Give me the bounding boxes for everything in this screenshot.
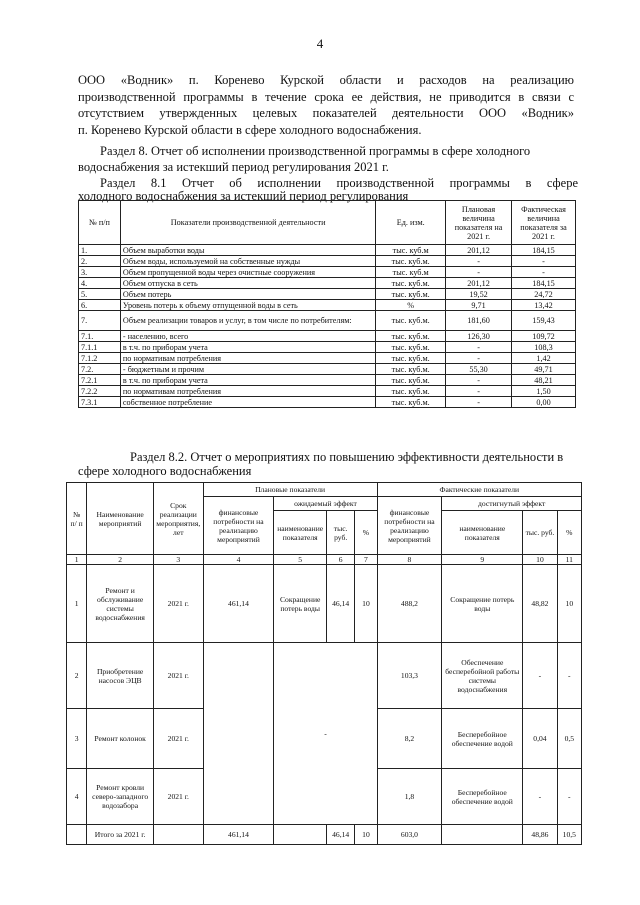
row-name: Уровень потерь к объему отпущенной воды в сеть bbox=[120, 300, 375, 311]
row-unit: тыс. куб.м. bbox=[376, 331, 446, 342]
th2-fact-rub: тыс. руб. bbox=[523, 511, 557, 555]
row-num: 2. bbox=[79, 256, 121, 267]
row-name: - населению, всего bbox=[120, 331, 375, 342]
row-planned: - bbox=[446, 375, 512, 386]
th-unit: Ед. изм. bbox=[376, 201, 446, 245]
measure-num: 3 bbox=[67, 709, 87, 769]
row-unit: % bbox=[376, 300, 446, 311]
row-actual: 1,50 bbox=[512, 386, 576, 397]
row-actual: - bbox=[512, 256, 576, 267]
measure-fact-rub: - bbox=[523, 769, 557, 825]
intro-line: п. Коренево Курской области в сфере холодного водоснабжения. bbox=[78, 122, 422, 137]
intro-line: производственной программы в течение срока ее действия, не приводится в связи с bbox=[78, 89, 574, 104]
measure-fact-ind: Сокращение потерь воды bbox=[442, 565, 523, 643]
row-name: собственное потребление bbox=[120, 397, 375, 408]
measure-fact-fin: 488,2 bbox=[377, 565, 442, 643]
row-num: 7.2.1 bbox=[79, 375, 121, 386]
indicator-row bbox=[79, 331, 576, 342]
measure-plan-pct: 10 bbox=[355, 565, 377, 643]
col-number: 9 bbox=[442, 555, 523, 565]
merged-plan-fin-empty bbox=[203, 643, 274, 825]
measure-fact-ind: Обеспечение бесперебойной работы системы водоснабжения bbox=[442, 643, 523, 709]
indicator-row bbox=[79, 353, 576, 364]
total-plan-pct: 10 bbox=[355, 825, 377, 845]
measure-row bbox=[67, 643, 582, 709]
row-actual: 13,42 bbox=[512, 300, 576, 311]
measure-fact-rub: 48,82 bbox=[523, 565, 557, 643]
intro-line: ООО «Водник» п. Коренево Курской области и расходов на реализацию bbox=[78, 73, 574, 87]
measure-num: 1 bbox=[67, 565, 87, 643]
th2-plan-fin: финансовые потребности на реализацию мероприятий bbox=[203, 497, 274, 555]
measure-fact-fin: 103,3 bbox=[377, 643, 442, 709]
measure-term: 2021 г. bbox=[154, 709, 204, 769]
row-planned: 126,30 bbox=[446, 331, 512, 342]
measure-fact-pct: 10 bbox=[557, 565, 581, 643]
row-planned: 55,30 bbox=[446, 364, 512, 375]
th-actual: Фактическая величина показателя за 2021 г. bbox=[512, 201, 576, 245]
th2-term: Срок реализации мероприятия, лет bbox=[154, 483, 204, 555]
row-name: по нормативам потребления bbox=[120, 386, 375, 397]
indicator-row bbox=[79, 364, 576, 375]
col-number: 8 bbox=[377, 555, 442, 565]
row-planned: - bbox=[446, 397, 512, 408]
row-planned: - bbox=[446, 256, 512, 267]
row-actual: 108,3 bbox=[512, 342, 576, 353]
production-table-body bbox=[79, 245, 576, 408]
th2-fact-fin: финансовые потребности на реализацию мероприятий bbox=[377, 497, 442, 555]
row-num: 7.2. bbox=[79, 364, 121, 375]
indicator-row bbox=[79, 300, 576, 311]
row-planned: 9,71 bbox=[446, 300, 512, 311]
row-num: 3. bbox=[79, 267, 121, 278]
measure-fact-pct: - bbox=[557, 643, 581, 709]
th2-num: № п/ п bbox=[67, 483, 87, 555]
section-82-heading bbox=[78, 450, 578, 478]
total-label: Итого за 2021 г. bbox=[87, 825, 154, 845]
row-planned: 19,52 bbox=[446, 289, 512, 300]
total-fact-ind-empty bbox=[442, 825, 523, 845]
col-number: 5 bbox=[274, 555, 327, 565]
th-indicator: Показатели производственной деятельности bbox=[120, 201, 375, 245]
row-unit: тыс. куб.м. bbox=[376, 311, 446, 331]
row-name: в т.ч. по приборам учета bbox=[120, 375, 375, 386]
section-82-line1: Раздел 8.2. Отчет о мероприятиях по повышению эффективности деятельности в bbox=[130, 450, 564, 464]
row-planned: 201,12 bbox=[446, 278, 512, 289]
row-unit: тыс. куб.м bbox=[376, 267, 446, 278]
th2-plan-ind: наименование показателя bbox=[274, 511, 327, 555]
row-actual: 0,00 bbox=[512, 397, 576, 408]
th2-actual-group: Фактические показатели bbox=[377, 483, 581, 497]
total-plan-fin: 461,14 bbox=[203, 825, 274, 845]
row-planned: - bbox=[446, 386, 512, 397]
row-unit: тыс. куб.м. bbox=[376, 342, 446, 353]
indicator-row bbox=[79, 267, 576, 278]
row-num: 7.1.2 bbox=[79, 353, 121, 364]
merged-plan-dash: - bbox=[274, 643, 377, 825]
row-name: Объем отпуска в сеть bbox=[120, 278, 375, 289]
indicator-row bbox=[79, 375, 576, 386]
row-name: Объем пропущенной воды через очистные сооружения bbox=[120, 267, 375, 278]
row-planned: - bbox=[446, 353, 512, 364]
th2-planned-group: Плановые показатели bbox=[203, 483, 377, 497]
section-8-line2: водоснабжения за истекший период регулирования 2021 г. bbox=[78, 160, 389, 174]
section-8-line1: Раздел 8. Отчет об исполнении производственной программы в сфере холодного bbox=[100, 144, 531, 158]
row-unit: тыс. куб.м. bbox=[376, 375, 446, 386]
row-unit: тыс. куб.м. bbox=[376, 397, 446, 408]
row-planned: - bbox=[446, 267, 512, 278]
row-num: 4. bbox=[79, 278, 121, 289]
column-numbers-row bbox=[67, 555, 582, 565]
measure-plan-ind: Сокращение потерь воды bbox=[274, 565, 327, 643]
row-unit: тыс. куб.м bbox=[376, 245, 446, 256]
measure-fact-ind: Бесперебойное обеспечение водой bbox=[442, 709, 523, 769]
row-actual: 1,42 bbox=[512, 353, 576, 364]
measure-fact-rub: 0,04 bbox=[523, 709, 557, 769]
row-name: по нормативам потребления bbox=[120, 353, 375, 364]
measure-fact-fin: 1,8 bbox=[377, 769, 442, 825]
indicator-row bbox=[79, 289, 576, 300]
total-fact-fin: 603,0 bbox=[377, 825, 442, 845]
production-indicators-table bbox=[78, 200, 576, 408]
col-number: 3 bbox=[154, 555, 204, 565]
measure-term: 2021 г. bbox=[154, 565, 204, 643]
th2-achieved-effect: достигнутый эффект bbox=[442, 497, 582, 511]
indicator-row bbox=[79, 386, 576, 397]
row-actual: 184,15 bbox=[512, 245, 576, 256]
measure-fact-ind: Бесперебойное обеспечение водой bbox=[442, 769, 523, 825]
row-unit: тыс. куб.м. bbox=[376, 353, 446, 364]
col-number: 1 bbox=[67, 555, 87, 565]
total-plan-rub: 46,14 bbox=[326, 825, 354, 845]
col-number: 6 bbox=[326, 555, 354, 565]
th-planned: Плановая величина показателя на 2021 г. bbox=[446, 201, 512, 245]
row-unit: тыс. куб.м. bbox=[376, 289, 446, 300]
measure-plan-rub: 46,14 bbox=[326, 565, 354, 643]
row-name: в т.ч. по приборам учета bbox=[120, 342, 375, 353]
section-81-line1: Раздел 8.1 Отчет об исполнении производственной программы в сфере bbox=[100, 176, 578, 190]
measure-row bbox=[67, 565, 582, 643]
total-fact-rub: 48,86 bbox=[523, 825, 557, 845]
indicator-row bbox=[79, 342, 576, 353]
total-term-empty bbox=[154, 825, 204, 845]
th2-expected-effect: ожидаемый эффект bbox=[274, 497, 377, 511]
col-number: 2 bbox=[87, 555, 154, 565]
col-number: 10 bbox=[523, 555, 557, 565]
th2-plan-rub: тыс. руб. bbox=[326, 511, 354, 555]
row-num: 7.3.1 bbox=[79, 397, 121, 408]
measure-name: Ремонт и обслуживание системы водоснабжения bbox=[87, 565, 154, 643]
measure-fact-pct: - bbox=[557, 769, 581, 825]
total-empty bbox=[67, 825, 87, 845]
measure-name: Приобретение насосов ЭЦВ bbox=[87, 643, 154, 709]
th-num: № п/п bbox=[79, 201, 121, 245]
row-unit: тыс. куб.м. bbox=[376, 364, 446, 375]
row-actual: 49,71 bbox=[512, 364, 576, 375]
row-name: Объем потерь bbox=[120, 289, 375, 300]
efficiency-measures-table bbox=[66, 482, 582, 845]
total-plan-ind-empty bbox=[274, 825, 327, 845]
indicator-row bbox=[79, 397, 576, 408]
measure-fact-rub: - bbox=[523, 643, 557, 709]
row-actual: 109,72 bbox=[512, 331, 576, 342]
measure-num: 4 bbox=[67, 769, 87, 825]
indicator-row bbox=[79, 245, 576, 256]
row-num: 6. bbox=[79, 300, 121, 311]
row-num: 7.2.2 bbox=[79, 386, 121, 397]
th2-fact-pct: % bbox=[557, 511, 581, 555]
measure-plan-fin: 461,14 bbox=[203, 565, 274, 643]
measure-fact-pct: 0,5 bbox=[557, 709, 581, 769]
row-actual: 48,21 bbox=[512, 375, 576, 386]
measure-fact-fin: 8,2 bbox=[377, 709, 442, 769]
row-num: 5. bbox=[79, 289, 121, 300]
row-actual: 24,72 bbox=[512, 289, 576, 300]
measure-term: 2021 г. bbox=[154, 769, 204, 825]
section-81-line2: холодного водоснабжения за истекший период регулирования bbox=[78, 189, 409, 203]
row-name: Объем реализации товаров и услуг, в том числе по потребителям: bbox=[120, 311, 375, 331]
col-number: 11 bbox=[557, 555, 581, 565]
row-name: - бюджетным и прочим bbox=[120, 364, 375, 375]
section-8-heading bbox=[78, 143, 578, 175]
row-num: 7.1.1 bbox=[79, 342, 121, 353]
row-planned: - bbox=[446, 342, 512, 353]
row-num: 7.1. bbox=[79, 331, 121, 342]
row-name: Объем выработки воды bbox=[120, 245, 375, 256]
indicator-row bbox=[79, 311, 576, 331]
row-unit: тыс. куб.м. bbox=[376, 256, 446, 267]
col-number: 4 bbox=[203, 555, 274, 565]
row-unit: тыс. куб.м. bbox=[376, 386, 446, 397]
measure-name: Ремонт колонок bbox=[87, 709, 154, 769]
row-planned: 181,60 bbox=[446, 311, 512, 331]
row-num: 1. bbox=[79, 245, 121, 256]
section-82-line2: сфере холодного водоснабжения bbox=[78, 464, 252, 478]
measure-name: Ремонт кровли северо-западного водозабора bbox=[87, 769, 154, 825]
indicator-row bbox=[79, 278, 576, 289]
th2-plan-pct: % bbox=[355, 511, 377, 555]
total-fact-pct: 10,5 bbox=[557, 825, 581, 845]
row-actual: 159,43 bbox=[512, 311, 576, 331]
row-num: 7. bbox=[79, 311, 121, 331]
th2-fact-ind: наименование показателя bbox=[442, 511, 523, 555]
th2-name: Наименование мероприятий bbox=[87, 483, 154, 555]
row-planned: 201,12 bbox=[446, 245, 512, 256]
measure-num: 2 bbox=[67, 643, 87, 709]
row-unit: тыс. куб.м. bbox=[376, 278, 446, 289]
page-number: 4 bbox=[316, 36, 324, 51]
total-row bbox=[67, 825, 582, 845]
row-name: Объем воды, используемой на собственные нужды bbox=[120, 256, 375, 267]
measure-term: 2021 г. bbox=[154, 643, 204, 709]
col-number: 7 bbox=[355, 555, 377, 565]
row-actual: - bbox=[512, 267, 576, 278]
indicator-row bbox=[79, 256, 576, 267]
row-actual: 184,15 bbox=[512, 278, 576, 289]
intro-line: отсутствием утвержденных целевых показателей деятельности ООО «Водник» bbox=[78, 106, 574, 120]
intro-paragraph bbox=[78, 72, 574, 138]
